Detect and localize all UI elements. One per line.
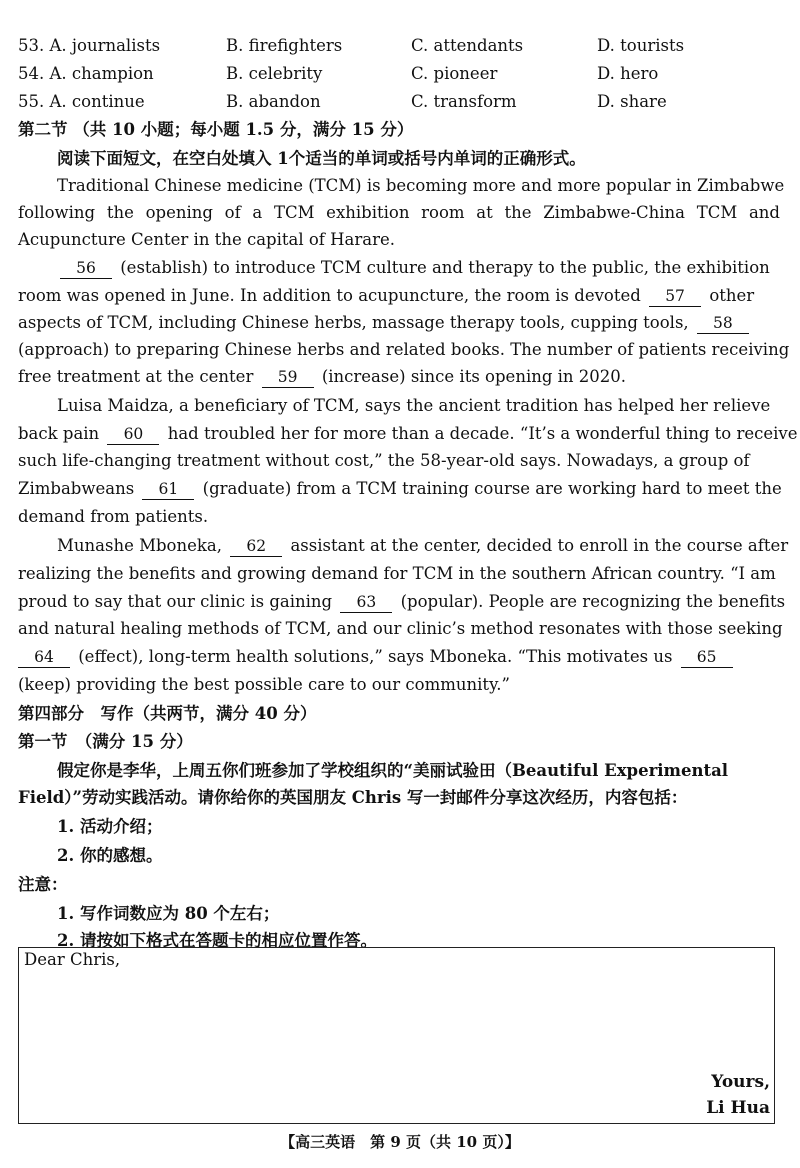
passage-text: Munashe Mboneka, [57,536,222,555]
option-a: A. journalists [49,36,161,55]
option-a: A. champion [49,64,154,83]
passage-line: (keep) providing the best possible care to our community.” [18,675,510,694]
passage-text: back pain [18,424,100,443]
blank-62[interactable]: 62 [230,536,282,557]
passage-text: (establish) to introduce TCM culture and therapy to the public, the exhibition [120,258,770,277]
option-d: D. tourists [597,36,685,55]
task-text: 假定你是李华，上周五你们班参加了学校组织的“美丽试验田（Beautiful Experimental [57,761,729,780]
blank-58[interactable]: 58 [697,313,749,334]
option-b: B. firefighters [226,36,343,55]
passage-line [18,420,798,447]
blank-57[interactable]: 57 [649,286,701,307]
task-item: 2. 你的感想。 [57,846,163,865]
option-b: B. celebrity [226,64,323,83]
blank-60[interactable]: 60 [107,424,159,445]
option-d: D. share [597,92,667,111]
option-c: C. attendants [411,36,524,55]
passage-line [18,309,780,336]
option-c: C. pioneer [411,64,498,83]
blank-63[interactable]: 63 [340,592,392,613]
task-text: Field）”劳动实践活动。请你给你的英国朋友 Chris 写一封邮件分享这次经历，内容包括： [18,788,688,807]
letter-closing: Yours, [711,1072,770,1092]
blank-56[interactable]: 56 [60,258,112,279]
question-number: 55. [18,92,45,111]
note-label: 注意： [18,875,68,894]
letter-answer-box[interactable] [18,947,775,1124]
section1-heading: 第一节 （满分 15 分） [18,732,193,751]
section-instruction: 阅读下面短文，在空白处填入 1个适当的单词或括号内单词的正确形式。 [57,149,586,168]
option-c: C. transform [411,92,517,111]
blank-59[interactable]: 59 [262,367,314,388]
passage-line: demand from patients. [18,507,209,526]
passage-line: realizing the benefits and growing demand for TCM in the southern African country. “I am [18,564,776,583]
passage-text: Zimbabweans [18,479,135,498]
question-54-options [18,64,778,90]
passage-line [57,254,780,281]
passage-text: (increase) since its opening in 2020. [321,367,627,386]
part4-heading: 第四部分 写作（共两节，满分 40 分） [18,704,317,723]
question-53-options [18,36,778,62]
option-b: B. abandon [226,92,321,111]
question-55-options [18,92,778,118]
question-number: 54. [18,64,45,83]
passage-line: Traditional Chinese medicine (TCM) is becoming more and more popular in Zimbabwe [57,176,785,195]
passage-text: (graduate) from a TCM training course are working hard to meet the [202,479,782,498]
letter-greeting: Dear Chris, [24,950,121,969]
blank-65[interactable]: 65 [681,647,733,668]
passage-line: (approach) to preparing Chinese herbs and related books. The number of patients receiving [18,340,790,359]
option-d: D. hero [597,64,659,83]
note-item: 2. 请按如下格式在答题卡的相应位置作答。 [57,931,377,950]
passage-text: other [709,286,755,305]
passage-text: free treatment at the center [18,367,254,386]
blank-61[interactable]: 61 [142,479,194,500]
note-item: 1. 写作词数应为 80 个左右； [57,904,280,923]
blank-64[interactable]: 64 [18,647,70,668]
page-footer: 【高三英语 第 9 页（共 10 页）】 [280,1133,520,1151]
question-number: 53. [18,36,45,55]
passage-line: Luisa Maidza, a beneficiary of TCM, says the ancient tradition has helped her relieve [57,396,771,415]
passage-text: (effect), long-term health solutions,” says Mboneka. “This motivates us [78,647,673,666]
passage-line [18,363,780,390]
section-heading: 第二节 （共 10 小题；每小题 1.5 分，满分 15 分） [18,120,414,139]
passage-line: Acupuncture Center in the capital of Harare. [18,230,395,249]
passage-text: aspects of TCM, including Chinese herbs, massage therapy tools, cupping tools, [18,313,689,332]
option-a: A. continue [49,92,145,111]
passage-text: had troubled her for more than a decade. “It’s a wonderful thing to receive [167,424,798,443]
passage-line: such life-changing treatment without cost,” the 58-year-old says. Nowadays, a group of [18,451,750,470]
passage-text: proud to say that our clinic is gaining [18,592,333,611]
letter-signature: Li Hua [706,1098,770,1118]
passage-text: assistant at the center, decided to enroll in the course after [290,536,789,555]
passage-line [57,532,789,559]
passage-line [18,588,786,615]
passage-text: (popular). People are recognizing the benefits [400,592,786,611]
passage-line [18,643,780,670]
passage-line [18,282,780,309]
passage-line [18,475,780,502]
task-item: 1. 活动介绍； [57,817,163,836]
passage-line: following the opening of a TCM exhibition room at the Zimbabwe-China TCM and [18,203,780,222]
passage-text: room was opened in June. In addition to acupuncture, the room is devoted [18,286,641,305]
passage-line: and natural healing methods of TCM, and our clinic’s method resonates with those seeking [18,619,783,638]
